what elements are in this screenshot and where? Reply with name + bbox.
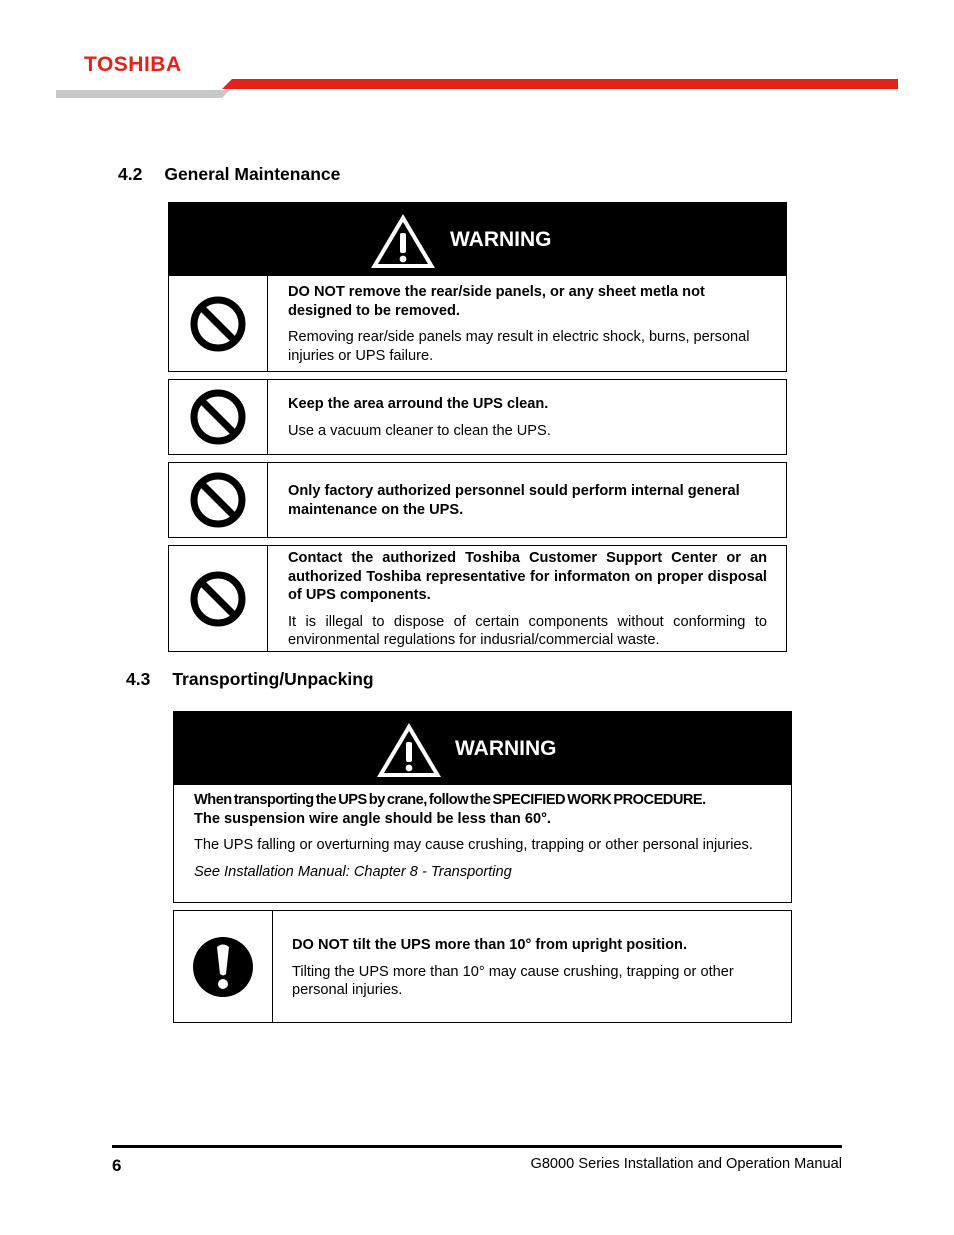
toshiba-logo: TOSHIBA (84, 53, 182, 76)
crane-warning-block (173, 785, 792, 903)
item-text (288, 283, 768, 365)
item-text (288, 549, 767, 650)
icon-cell (169, 276, 268, 371)
warning-header (168, 202, 787, 277)
prohibition-icon (189, 471, 247, 529)
section-title-transporting (126, 669, 374, 690)
icon-cell (174, 911, 273, 1022)
crane-text (194, 791, 771, 881)
item-bold-text: Contact the authorized Toshiba Customer Support Center or an authorized Toshiba representative for informaton on proper disposal of UPS components. (288, 550, 767, 603)
warning-triangle-icon (374, 720, 444, 780)
tilt-bold-text: DO NOT tilt the UPS more than 10° from upright position. (292, 937, 688, 953)
prohibition-icon (189, 295, 247, 353)
crane-reference: See Installation Manual: Chapter 8 - Transporting (194, 863, 512, 880)
item-bold-text: DO NOT remove the rear/side panels, or any sheet metla not designed to be removed. (288, 284, 705, 319)
prohibition-icon (189, 570, 247, 628)
section-title-general-maintenance (118, 164, 340, 185)
tilt-body-text: Tilting the UPS more than 10° may cause crushing, trapping or other personal injuries. (292, 963, 734, 998)
item-text (288, 482, 768, 519)
document-title: G8000 Series Installation and Operation Manual (530, 1156, 842, 1172)
prohibition-icon (189, 388, 247, 446)
icon-cell (169, 463, 268, 537)
warning-item (168, 276, 787, 372)
item-text (288, 395, 768, 440)
mandatory-action-icon (192, 936, 254, 998)
crane-body-text: The UPS falling or overturning may cause crushing, trapping or other personal injuries. (194, 837, 753, 853)
section-number: 4.3 (126, 669, 151, 689)
item-body-text: It is illegal to dispose of certain components without conforming to environmental regulations for indusrial/commercial waste. (288, 613, 767, 648)
item-bold-text: Keep the area arround the UPS clean. (288, 396, 549, 412)
item-bold-text: Only factory authorized personnel sould perform internal general maintenance on the UPS. (288, 483, 740, 518)
warning-item (168, 545, 787, 652)
section-number: 4.2 (118, 164, 143, 184)
warning-item (168, 462, 787, 538)
icon-cell (169, 380, 268, 454)
crane-bold-line-1: When transporting the UPS by crane, follow the SPECIFIED WORK PROCEDURE. (194, 792, 706, 808)
warning-header (173, 711, 792, 786)
page-number: 6 (112, 1156, 122, 1175)
item-body-text: Use a vacuum cleaner to clean the UPS. (288, 422, 551, 439)
warning-item (168, 379, 787, 455)
warning-label: WARNING (450, 228, 552, 251)
icon-cell (169, 546, 268, 651)
footer-rule (112, 1145, 842, 1148)
item-body-text: Removing rear/side panels may result in electric shock, burns, personal injuries or UPS failure. (288, 329, 750, 364)
section-title-text: Transporting/Unpacking (172, 669, 374, 689)
warning-label: WARNING (455, 737, 557, 760)
crane-bold-line-2: The suspension wire angle should be less than 60°. (194, 810, 551, 827)
tilt-warning-block (173, 910, 792, 1023)
section-title-text: General Maintenance (164, 164, 341, 184)
tilt-text (292, 936, 774, 1000)
warning-triangle-icon (368, 211, 438, 271)
